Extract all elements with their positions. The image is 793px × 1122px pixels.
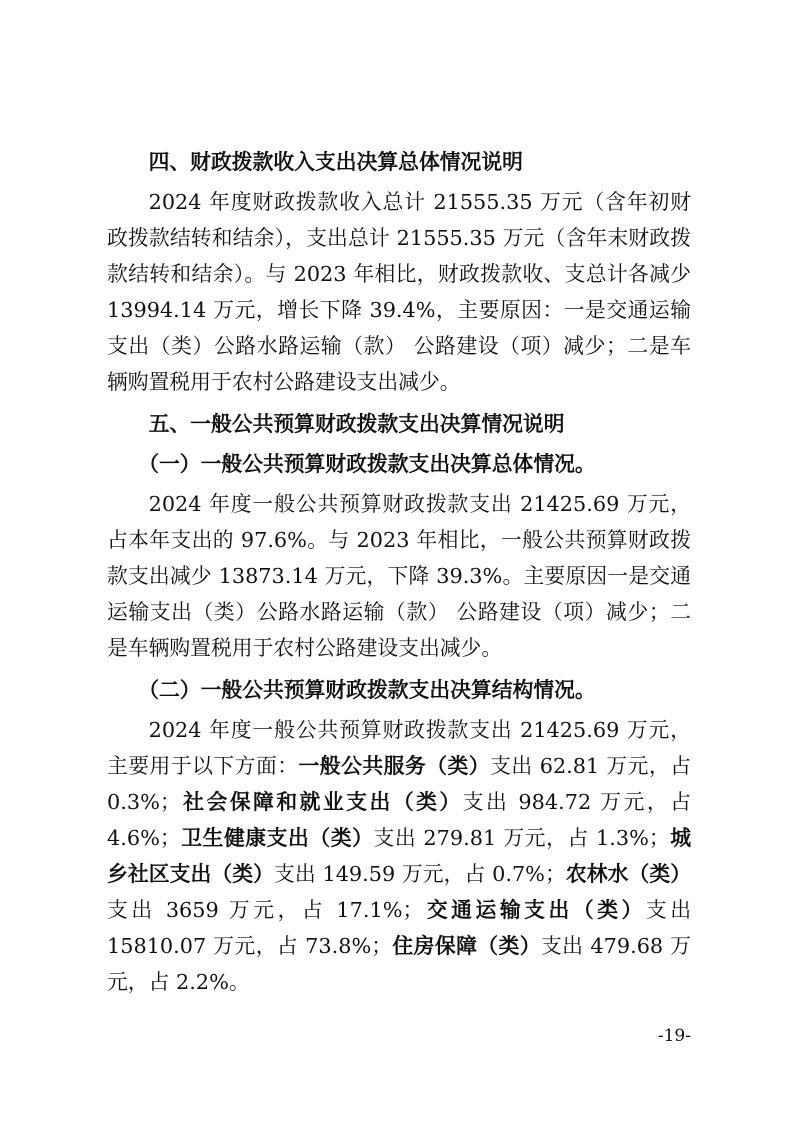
subsection-1-paragraph: 2024 年度一般公共预算财政拨款支出 21425.69 万元，占本年支出的 97.6%。与 2023 年相比，一般公共预算财政拨款支出减少 13873.14 万元，下降 39.3%。主要原因一是交通运输支出（类）公路水路运输（款） 公路建设（项）减少；二是车辆购置税用于农村公路建设支出减少。: [107, 492, 691, 660]
section-5-heading: 五、一般公共预算财政拨款支出决算情况说明: [148, 412, 565, 436]
category-detail: 支出 15810.07 万元，占 73.8%；: [107, 898, 692, 958]
category-detail: 支出 279.81 万元，占 1.3%；: [373, 826, 670, 850]
subsection-2-paragraph: [107, 712, 691, 1000]
section-4-heading: 四、财政拨款收入支出决算总体情况说明: [148, 150, 523, 174]
category-detail: 支出 3659 万元，占 17.1%；: [107, 898, 424, 922]
structure-intro: 2024 年度一般公共预算财政拨款支出 21425.69 万元，主要用于以下方面：: [107, 718, 691, 778]
category-label: 城乡社区支出（类）: [107, 826, 692, 886]
category-detail: 支出 984.72 万元，占 4.6%；: [107, 790, 691, 850]
category-detail: 支出 62.81 万元，占 0.3%；: [107, 754, 691, 814]
document-body: [107, 144, 691, 1006]
subsection-2-heading: （二）一般公共预算财政拨款支出决算结构情况。: [138, 678, 596, 702]
category-detail: 支出 479.68 万元，占 2.2%。: [107, 934, 691, 994]
category-label: 住房保障（类）: [392, 934, 541, 958]
category-label: 社会保障和就业支出（类）: [180, 790, 463, 814]
category-label: 农林水（类）: [565, 862, 692, 886]
category-detail: 支出 149.59 万元，占 0.7%；: [274, 862, 566, 886]
category-label: 一般公共服务（类）: [298, 754, 491, 778]
category-label: 交通运输支出（类）: [423, 898, 646, 922]
page-number: -19-: [657, 1026, 691, 1046]
section-4-paragraph: 2024 年度财政拨款收入总计 21555.35 万元（含年初财政拨款结转和结余），支出总计 21555.35 万元（含年末财政拨款结转和结余）。与 2023 年相比，财政拨款收、支总计各减少 13994.14 万元，增长下降 39.4%，主要原因：一是交通运输支出（类）公路水路运输（款） 公路建设（项）减少；二是车辆购置税用于农村公路建设支出减少。: [107, 190, 691, 394]
subsection-1-heading: （一）一般公共预算财政拨款支出决算总体情况。: [138, 452, 596, 476]
category-label: 卫生健康支出（类）: [180, 826, 374, 850]
